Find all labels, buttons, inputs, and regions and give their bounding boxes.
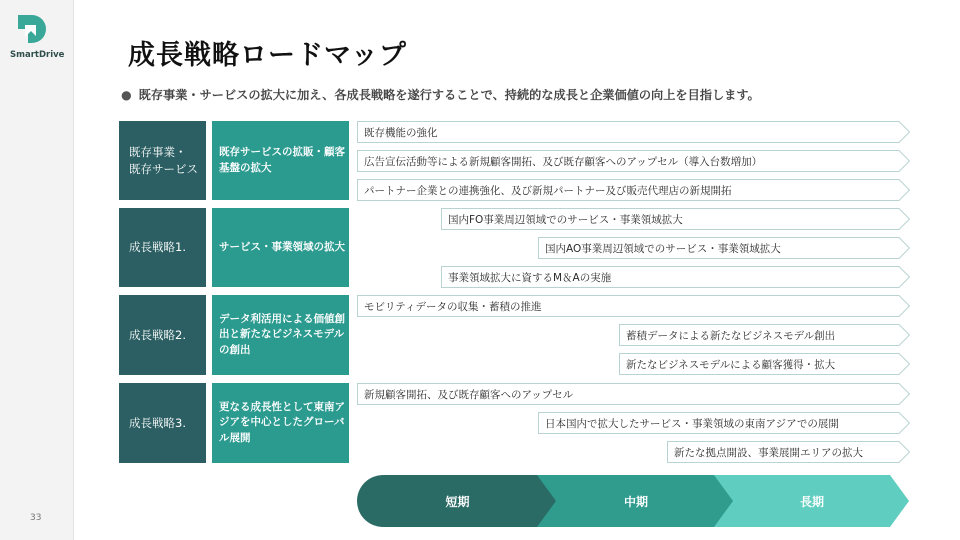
roadmap-item (441, 208, 910, 230)
summary-text: 既存事業・サービスの拡大に加え、各成長戦略を遂行することで、持続的な成長と企業価値の向上を目指します。 (138, 88, 760, 102)
roadmap-item (441, 266, 910, 288)
category-line: 成長戦略3. (129, 415, 186, 430)
smartdrive-logo-icon (15, 12, 49, 46)
phase-label: 短期 (445, 495, 470, 509)
roadmap-item-label: パートナー企業との連携強化、及び新規パートナー及び販売代理店の新規開拓 (364, 185, 732, 197)
strategy-growth-2 (212, 295, 349, 375)
roadmap-item (357, 295, 910, 317)
strategy-label: サービス・事業領域の拡大 (219, 240, 345, 253)
roadmap-item (357, 383, 910, 405)
strategy-label: 更なる成長性として東南アジアを中心としたグローバル展開 (219, 401, 345, 444)
page-number: 33 (30, 513, 42, 523)
category-line: 既存サービス (129, 161, 198, 176)
category-growth-1 (119, 208, 206, 287)
roadmap-item (667, 441, 910, 463)
phase-long (714, 475, 910, 527)
page-title: 成長戦略ロードマップ (128, 40, 407, 71)
roadmap-item (357, 150, 910, 172)
roadmap-item-label: 事業領域拡大に資するM＆Aの実施 (448, 272, 612, 284)
brand-name: SmartDrive (10, 50, 65, 60)
roadmap-item-label: 広告宣伝活動等による新規顧客開拓、及び既存顧客へのアップセル（導入台数増加） (364, 156, 763, 168)
summary-bullet (121, 86, 760, 103)
strategy-label: 既存サービスの拡販・顧客基盤の拡大 (219, 146, 345, 174)
roadmap-item (357, 121, 910, 143)
bullet-dot-icon: ● (121, 88, 132, 102)
roadmap-item-label: 新たな拠点開設、事業展開エリアの拡大 (674, 447, 863, 459)
roadmap-item (538, 237, 910, 259)
phase-mid (537, 475, 735, 527)
category-line: 既存事業・ (129, 144, 187, 159)
category-line: 成長戦略2. (129, 327, 186, 342)
strategy-growth-3 (212, 383, 349, 463)
roadmap-item-label: モビリティデータの収集・蓄積の推進 (364, 301, 542, 313)
phase-short (357, 475, 558, 527)
roadmap-item-label: 日本国内で拡大したサービス・事業領域の東南アジアでの展開 (545, 418, 839, 430)
roadmap-item-label: 国内AO事業周辺領域でのサービス・事業領域拡大 (545, 243, 781, 255)
phase-label: 長期 (799, 495, 824, 509)
category-existing (119, 121, 206, 200)
arrow-shape (357, 121, 910, 143)
roadmap-item-label: 新たなビジネスモデルによる顧客獲得・拡大 (626, 359, 836, 371)
roadmap-item-label: 既存機能の強化 (364, 127, 438, 139)
roadmap-item (619, 353, 910, 375)
roadmap-item (538, 412, 910, 434)
sidebar (0, 0, 74, 540)
roadmap-item (619, 324, 910, 346)
roadmap-item (357, 179, 910, 201)
roadmap-item-label: 蓄積データによる新たなビジネスモデル創出 (626, 330, 836, 342)
strategy-existing (212, 121, 349, 200)
roadmap-item-label: 国内FO事業周辺領域でのサービス・事業領域拡大 (448, 214, 683, 226)
category-line: 成長戦略1. (129, 240, 186, 255)
strategy-growth-1 (212, 208, 349, 287)
phase-label: 中期 (623, 495, 648, 509)
roadmap-item-label: 新規顧客開拓、及び既存顧客へのアップセル (364, 389, 574, 401)
category-growth-3 (119, 383, 206, 463)
strategy-label: データ利活用による価値創出と新たなビジネスモデルの創出 (219, 313, 345, 356)
category-growth-2 (119, 295, 206, 375)
